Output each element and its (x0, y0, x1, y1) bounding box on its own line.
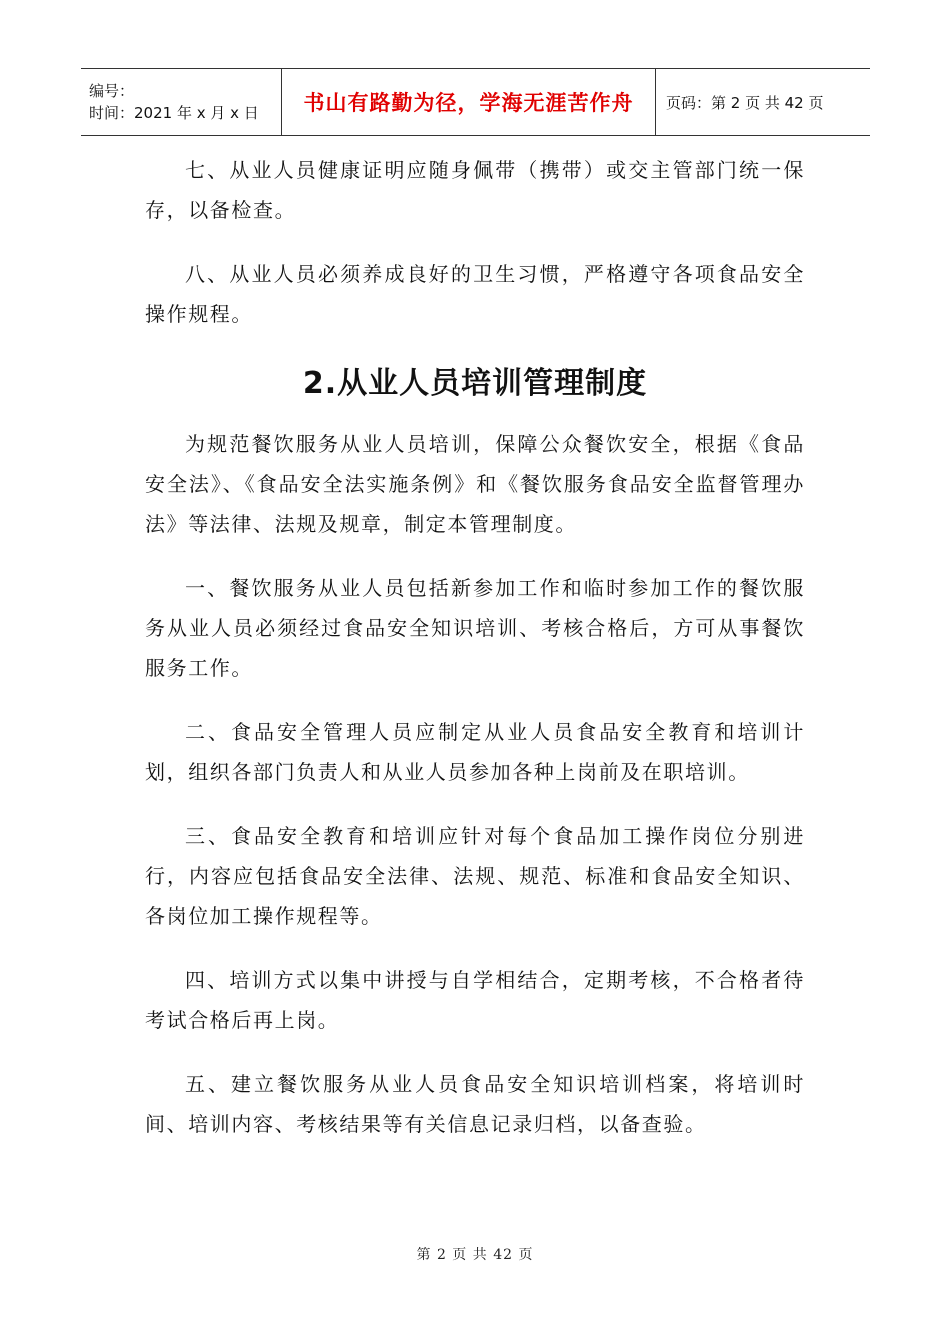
paragraph-2: 二、食品安全管理人员应制定从业人员食品安全教育和培训计划，组织各部门负责人和从业人员参加各种上岗前及在职培训。 (145, 720, 805, 784)
document-body (145, 150, 805, 1168)
document-date: 时间：2021 年 x 月 x 日 (89, 104, 259, 122)
header-motto: 书山有路勤为径，学海无涯苦作舟 (282, 69, 656, 135)
page-header (81, 68, 870, 136)
paragraph-intro: 为规范餐饮服务从业人员培训，保障公众餐饮安全，根据《食品安全法》、《食品安全法实施条例》和《餐饮服务食品安全监督管理办法》等法律、法规及规章，制定本管理制度。 (145, 432, 805, 536)
paragraph-5: 五、建立餐饮服务从业人员食品安全知识培训档案，将培训时间、培训内容、考核结果等有关信息记录归档，以备查验。 (145, 1072, 805, 1136)
paragraph-4: 四、培训方式以集中讲授与自学相结合，定期考核，不合格者待考试合格后再上岗。 (145, 968, 805, 1032)
page-footer: 第 2 页 共 42 页 (416, 1247, 534, 1263)
header-meta (81, 69, 282, 135)
document-number-label: 编号： (89, 82, 135, 100)
header-page-info: 页码：第 2 页 共 42 页 (666, 93, 824, 112)
paragraph-7: 七、从业人员健康证明应随身佩带（携带）或交主管部门统一保存，以备检查。 (145, 158, 805, 222)
paragraph-8: 八、从业人员必须养成良好的卫生习惯，严格遵守各项食品安全操作规程。 (145, 262, 805, 326)
paragraph-1: 一、餐饮服务从业人员包括新参加工作和临时参加工作的餐饮服务从业人员必须经过食品安全知识培训、考核合格后，方可从事餐饮服务工作。 (145, 576, 805, 680)
paragraph-3: 三、食品安全教育和培训应针对每个食品加工操作岗位分别进行，内容应包括食品安全法律、法规、规范、标准和食品安全知识、各岗位加工操作规程等。 (145, 824, 805, 928)
section-title: 2.从业人员培训管理制度 (302, 366, 648, 401)
